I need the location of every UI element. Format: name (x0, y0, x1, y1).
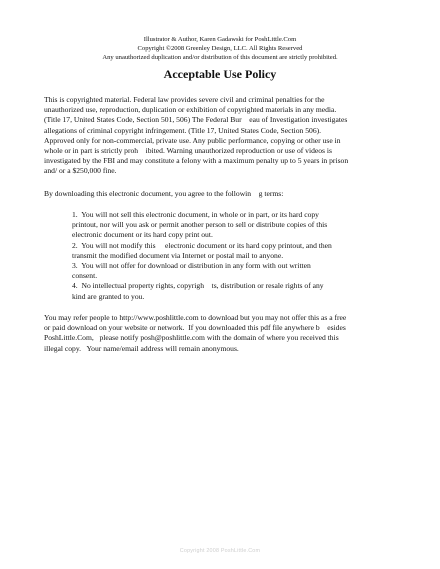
list-item: kind are granted to you. (72, 291, 145, 301)
paragraph-line: allegations of criminal copyright infringement. (Title 17, United States Code, Section 506). (44, 125, 322, 135)
paragraph-line: This is copyrighted material. Federal law provides severe civil and criminal penalties for the (44, 95, 325, 104)
list-item: 1. You will not sell this electronic document, in whole or in part, or its hard copy (72, 210, 319, 219)
header-copyright-line: Copyright ©2008 Greenley Design, LLC. All Rights Reserved (137, 45, 303, 52)
agreement-paragraph (44, 189, 394, 199)
referral-paragraph (44, 313, 394, 354)
list-item: printout, nor will you ask or permit another person to sell or distribute copies of this (72, 220, 328, 230)
paragraph-line: and/ or a $250,000 fine. (44, 166, 117, 176)
paragraph-line: whole or in part is strictly proh ibited. Warning unauthorized reproduction or use of videos is (44, 146, 332, 156)
header-author-line: Illustrator & Author, Karen Gadawski for PoshLittle.Com (143, 36, 297, 43)
copyright-paragraph (44, 95, 394, 177)
list-item: 2. You will not modify this electronic document or its hard copy printout, and then (72, 240, 332, 250)
paragraph-line: or paid download on your website or network. If you downloaded this pdf file anywhere b esides (44, 323, 346, 333)
footer-copyright: Copyright 2008 PoshLittle.Com (179, 548, 261, 554)
paragraph-line: unauthorized use, reproduction, duplication or exhibition of copyrighted materials in any media. (44, 105, 337, 115)
paragraph-line: PoshLittle.Com, please notify posh@poshlittle.com with the domain of where you received this (44, 333, 339, 343)
paragraph-line: By downloading this electronic document, you agree to the followin g terms: (44, 189, 284, 198)
terms-list (72, 210, 382, 302)
list-item: transmit the modified document via Internet or postal mail to anyone. (72, 250, 284, 260)
list-item: 4. No intellectual property rights, copyrigh ts, distribution or resale rights of any (72, 281, 324, 291)
paragraph-line: You may refer people to http://www.poshlittle.com to download but you may not offer this as a free (44, 313, 347, 322)
list-item: electronic document or its hard copy print out. (72, 230, 213, 240)
list-item: 3. You will not offer for download or distribution in any form with out written (72, 261, 311, 271)
list-item: consent. (72, 271, 98, 281)
paragraph-line: Approved only for non-commercial, private use. Any public performance, copying or other use in (44, 135, 341, 145)
header-notice-line: Any unauthorized duplication and/or distribution of this document are strictly prohibited. (102, 54, 338, 61)
page-title: Acceptable Use Policy (163, 67, 277, 81)
paragraph-line: investigated by the FBI and may constitute a felony with a maximum penalty up to 5 years in prison (44, 156, 349, 166)
paragraph-line: illegal copy. Your name/email address will remain anonymous. (44, 343, 239, 353)
paragraph-line: (Title 17, United States Code, Section 501, 506) The Federal Bur eau of Investigation investigates (44, 115, 348, 125)
